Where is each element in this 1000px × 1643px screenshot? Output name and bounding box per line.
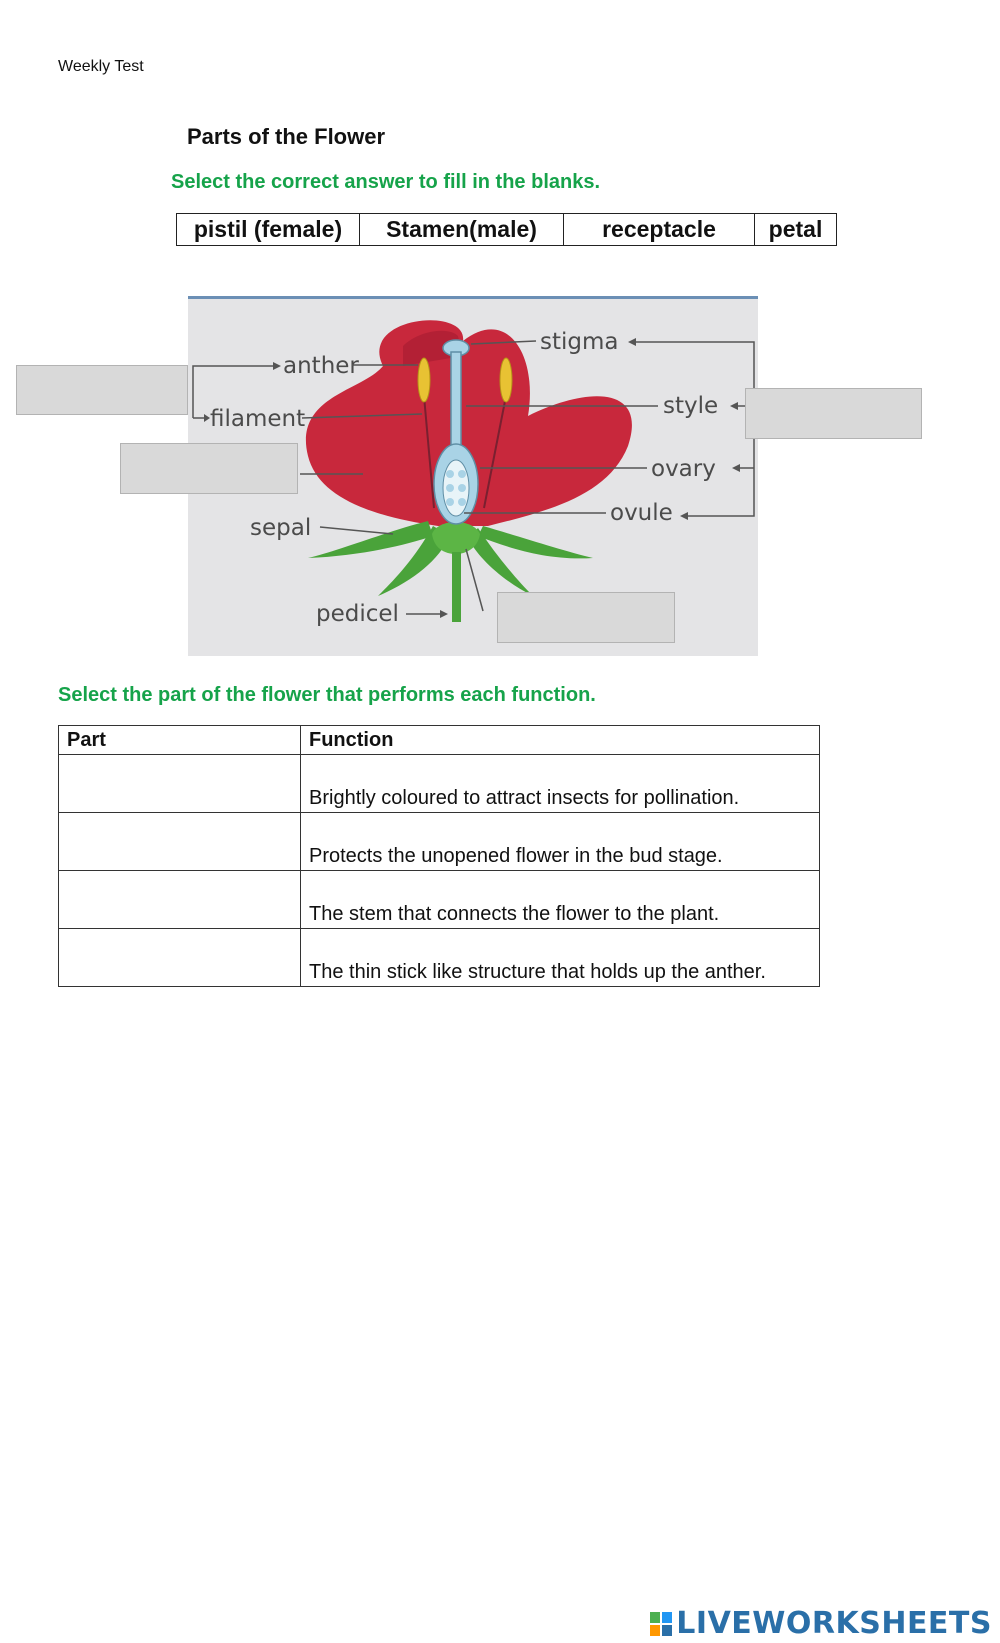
anther-shape: [418, 358, 430, 402]
word-bank-item: pistil (female): [177, 214, 360, 246]
answer-box-receptacle[interactable]: [497, 592, 675, 643]
instruction-functions: Select the part of the flower that performs each function.: [58, 684, 596, 706]
header-note: Weekly Test: [58, 58, 144, 75]
word-bank: [176, 213, 837, 246]
answer-box-pistil[interactable]: [745, 388, 922, 439]
table-header-row: [59, 726, 820, 755]
header-part: Part: [59, 726, 301, 755]
label-sepal: sepal: [250, 515, 312, 541]
label-ovary: ovary: [651, 456, 716, 482]
brand-name: LIVEWORKSHEETS: [676, 1606, 992, 1641]
instruction-fill-blanks: Select the correct answer to fill in the blanks.: [171, 171, 601, 193]
answer-box-petal[interactable]: [120, 443, 298, 494]
table-row: [59, 871, 820, 929]
table-row: [59, 755, 820, 813]
liveworksheets-logo: [650, 1606, 992, 1641]
logo-mark-icon: [650, 1612, 672, 1636]
word-bank-item: receptacle: [564, 214, 755, 246]
table-row: [59, 929, 820, 987]
word-bank-item: petal: [755, 214, 837, 246]
function-text: Brightly coloured to attract insects for pollination.: [301, 755, 820, 813]
answer-box-stamen[interactable]: [16, 365, 188, 415]
word-bank-item: Stamen(male): [360, 214, 564, 246]
function-table: [58, 725, 820, 987]
part-answer-cell[interactable]: [59, 871, 301, 929]
label-pedicel: pedicel: [316, 601, 399, 627]
function-text: The stem that connects the flower to the plant.: [301, 871, 820, 929]
label-anther: anther: [283, 353, 359, 379]
function-text: Protects the unopened flower in the bud stage.: [301, 813, 820, 871]
label-ovule: ovule: [610, 500, 673, 526]
pedicel-shape: [452, 552, 461, 622]
label-filament: filament: [210, 406, 306, 432]
label-style: style: [663, 393, 719, 419]
label-stigma: stigma: [540, 329, 619, 355]
part-answer-cell[interactable]: [59, 929, 301, 987]
part-answer-cell[interactable]: [59, 813, 301, 871]
part-answer-cell[interactable]: [59, 755, 301, 813]
function-text: The thin stick like structure that holds up the anther.: [301, 929, 820, 987]
page-title: Parts of the Flower: [187, 124, 386, 149]
header-function: Function: [301, 726, 820, 755]
table-row: [59, 813, 820, 871]
